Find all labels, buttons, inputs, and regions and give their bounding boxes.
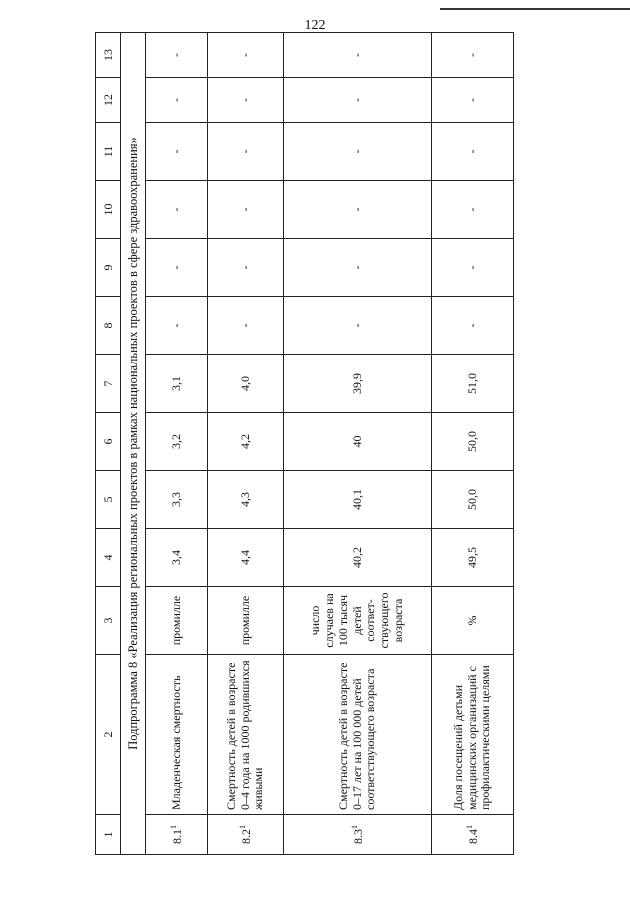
rotated-table-sheet [95, 49, 505, 855]
column-number: 2 [96, 655, 121, 815]
table-row [146, 33, 208, 855]
value-cell: - [146, 239, 208, 297]
value-cell: - [208, 297, 284, 355]
value-cell: - [284, 123, 432, 181]
value-cell: 50,0 [432, 413, 514, 471]
column-number: 9 [96, 239, 121, 297]
value-cell: 40 [284, 413, 432, 471]
value-cell: 3,1 [146, 355, 208, 413]
value-cell: - [432, 123, 514, 181]
column-number-row [96, 33, 121, 855]
row-code: $8.3^1$ [284, 815, 432, 855]
column-number: 12 [96, 78, 121, 123]
value-cell: - [284, 78, 432, 123]
row-code: $8.4^1$ [432, 815, 514, 855]
value-cell: - [432, 33, 514, 78]
unit-cell: число случаев на 100 тысяч детей соответ-ствующего возраста [284, 587, 432, 655]
value-cell: - [284, 297, 432, 355]
value-cell: - [208, 78, 284, 123]
value-cell: 4,4 [208, 529, 284, 587]
table-row [208, 33, 284, 855]
value-cell: 51,0 [432, 355, 514, 413]
value-cell: - [284, 33, 432, 78]
value-cell: 39,9 [284, 355, 432, 413]
subprogram-row [121, 33, 146, 855]
value-cell: - [208, 33, 284, 78]
value-cell: 40,1 [284, 471, 432, 529]
value-cell: 4,0 [208, 355, 284, 413]
unit-cell: промилле [146, 587, 208, 655]
column-number: 10 [96, 181, 121, 239]
value-cell: 3,4 [146, 529, 208, 587]
value-cell: - [284, 181, 432, 239]
row-code: $8.2^1$ [208, 815, 284, 855]
table-row [432, 33, 514, 855]
indicator-name: Доля посещений детьми медицинских организаций с профилактическими целями [432, 655, 514, 815]
indicator-name: Смертность детей в возрасте 0–17 лет на 100 000 детей соответствующего возраста [284, 655, 432, 815]
column-number: 4 [96, 529, 121, 587]
value-cell: - [432, 297, 514, 355]
value-cell: - [284, 239, 432, 297]
value-cell: 3,2 [146, 413, 208, 471]
value-cell: - [146, 78, 208, 123]
row-code: $8.1^1$ [146, 815, 208, 855]
page-number: 122 [304, 18, 326, 33]
column-number: 3 [96, 587, 121, 655]
unit-cell: % [432, 587, 514, 655]
column-number: 7 [96, 355, 121, 413]
value-cell: - [432, 239, 514, 297]
unit-cell: промилле [208, 587, 284, 655]
column-number: 11 [96, 123, 121, 181]
value-cell: - [208, 239, 284, 297]
value-cell: - [208, 181, 284, 239]
column-number: 13 [96, 33, 121, 78]
rotated-table-frame [95, 49, 505, 855]
value-cell: - [432, 78, 514, 123]
value-cell: 50,0 [432, 471, 514, 529]
value-cell: 49,5 [432, 529, 514, 587]
column-number: 1 [96, 815, 121, 855]
value-cell: - [146, 123, 208, 181]
indicators-table [95, 32, 514, 855]
top-rule [440, 8, 630, 10]
value-cell: 3,3 [146, 471, 208, 529]
value-cell: 4,3 [208, 471, 284, 529]
column-number: 5 [96, 471, 121, 529]
value-cell: - [432, 181, 514, 239]
indicator-name: Младенческая смертность [146, 655, 208, 815]
value-cell: - [146, 33, 208, 78]
indicator-name: Смертность детей в возрасте 0–4 года на 1000 родившихся живыми [208, 655, 284, 815]
subprogram-title: Подпрограмма 8 «Реализация региональных проектов в рамках национальных проектов в сфере здравоохранения» [121, 33, 146, 855]
column-number: 6 [96, 413, 121, 471]
value-cell: - [146, 181, 208, 239]
column-number: 8 [96, 297, 121, 355]
value-cell: - [146, 297, 208, 355]
table-row [284, 33, 432, 855]
value-cell: 4,2 [208, 413, 284, 471]
value-cell: 40,2 [284, 529, 432, 587]
value-cell: - [208, 123, 284, 181]
